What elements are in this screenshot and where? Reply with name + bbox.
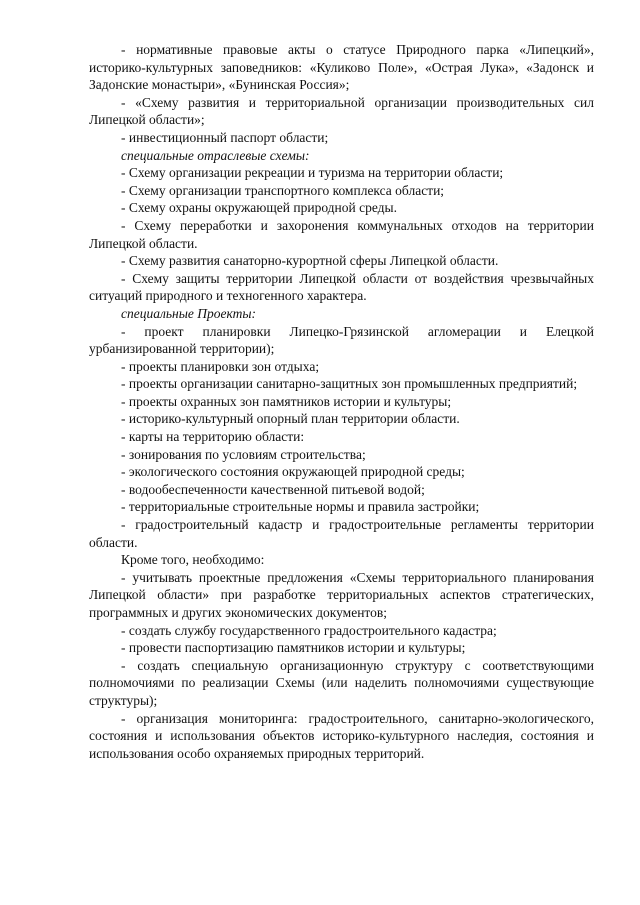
paragraph-also-needed: Кроме того, необходимо: <box>121 552 265 568</box>
paragraph-agglomeration-plan: - проект планировки Липецко-Грязинской агломерации и Елецкой урбанизированной территории); <box>89 323 594 357</box>
paragraph-investment-passport: - инвестиционный паспорт области; <box>121 129 329 145</box>
paragraph-monument-passport: - провести паспортизацию памятников истории и культуры; <box>121 640 466 656</box>
paragraph-organizational-structure: - создать специальную организационную структуру с соответствующими полномочиями по реализации Схемы (или наделить полномочиями существующие структуры); <box>89 657 594 708</box>
paragraph-recreation-zones: - проекты планировки зон отдыха; <box>121 358 320 374</box>
paragraph-productive-forces-scheme: - «Схему развития и территориальной организации производительных сил Липецкой области»; <box>89 94 594 128</box>
paragraph-environment-protection: - Схему охраны окружающей природной среды. <box>121 200 397 216</box>
paragraph-emergency-protection: - Схему защиты территории Липецкой области от воздействия чрезвычайных ситуаций природного и техногенного характера. <box>89 270 594 304</box>
paragraph-construction-zoning: - зонирования по условиям строительства; <box>121 446 366 462</box>
section-heading-sector-schemes: специальные отраслевые схемы: <box>121 147 310 163</box>
paragraph-maps: - карты на территорию области: <box>121 429 305 445</box>
paragraph-cadastre: - градостроительный кадастр и градостроительные регламенты территории области. <box>89 517 594 550</box>
paragraph-building-norms: - территориальные строительные нормы и правила застройки; <box>121 499 480 515</box>
section-heading-special-projects: специальные Проекты: <box>121 305 256 321</box>
paragraph-sanatorium: - Схему развития санаторно-курортной сферы Липецкой области. <box>121 253 499 269</box>
paragraph-recreation-tourism: - Схему организации рекреации и туризма на территории области; <box>121 165 504 181</box>
paragraph-sanitary-zones: - проекты организации санитарно-защитных зон промышленных предприятий; <box>121 376 578 392</box>
paragraph-ecological-state: - экологического состояния окружающей природной среды; <box>121 464 465 480</box>
paragraph-waste: - Схему переработки и захоронения коммунальных отходов на территории Липецкой области. <box>89 217 594 251</box>
paragraph-cadastre-service: - создать службу государственного градостроительного кадастра; <box>121 622 497 638</box>
paragraph-heritage-zones: - проекты охранных зон памятников истории и культуры; <box>121 393 452 409</box>
paragraph-heritage-plan: - историко-культурный опорный план территории области. <box>121 411 460 427</box>
paragraph-consider-proposals: - учитывать проектные предложения «Схемы территориального планирования Липецкой области» при разработке территориальных аспектов стратегических, программных и других экономических документов; <box>89 569 594 620</box>
paragraph-legal-acts: - нормативные правовые акты о статусе Природного парка «Липецкий», историко-культурных заповедников: «Куликово Поле», «Острая Лука», «Задонск и Задонские монастыри», «Бунинская Россия»; <box>89 42 594 93</box>
paragraph-monitoring: - организация мониторинга: градостроительного, санитарно-экологического, состояния и использования объектов историко-культурного наследия, состояния и использования особо охраняемых природных территорий. <box>89 710 594 761</box>
paragraph-transport: - Схему организации транспортного комплекса области; <box>121 182 445 198</box>
document-page <box>89 41 594 762</box>
paragraph-water-supply: - водообеспеченности качественной питьевой водой; <box>121 481 425 497</box>
